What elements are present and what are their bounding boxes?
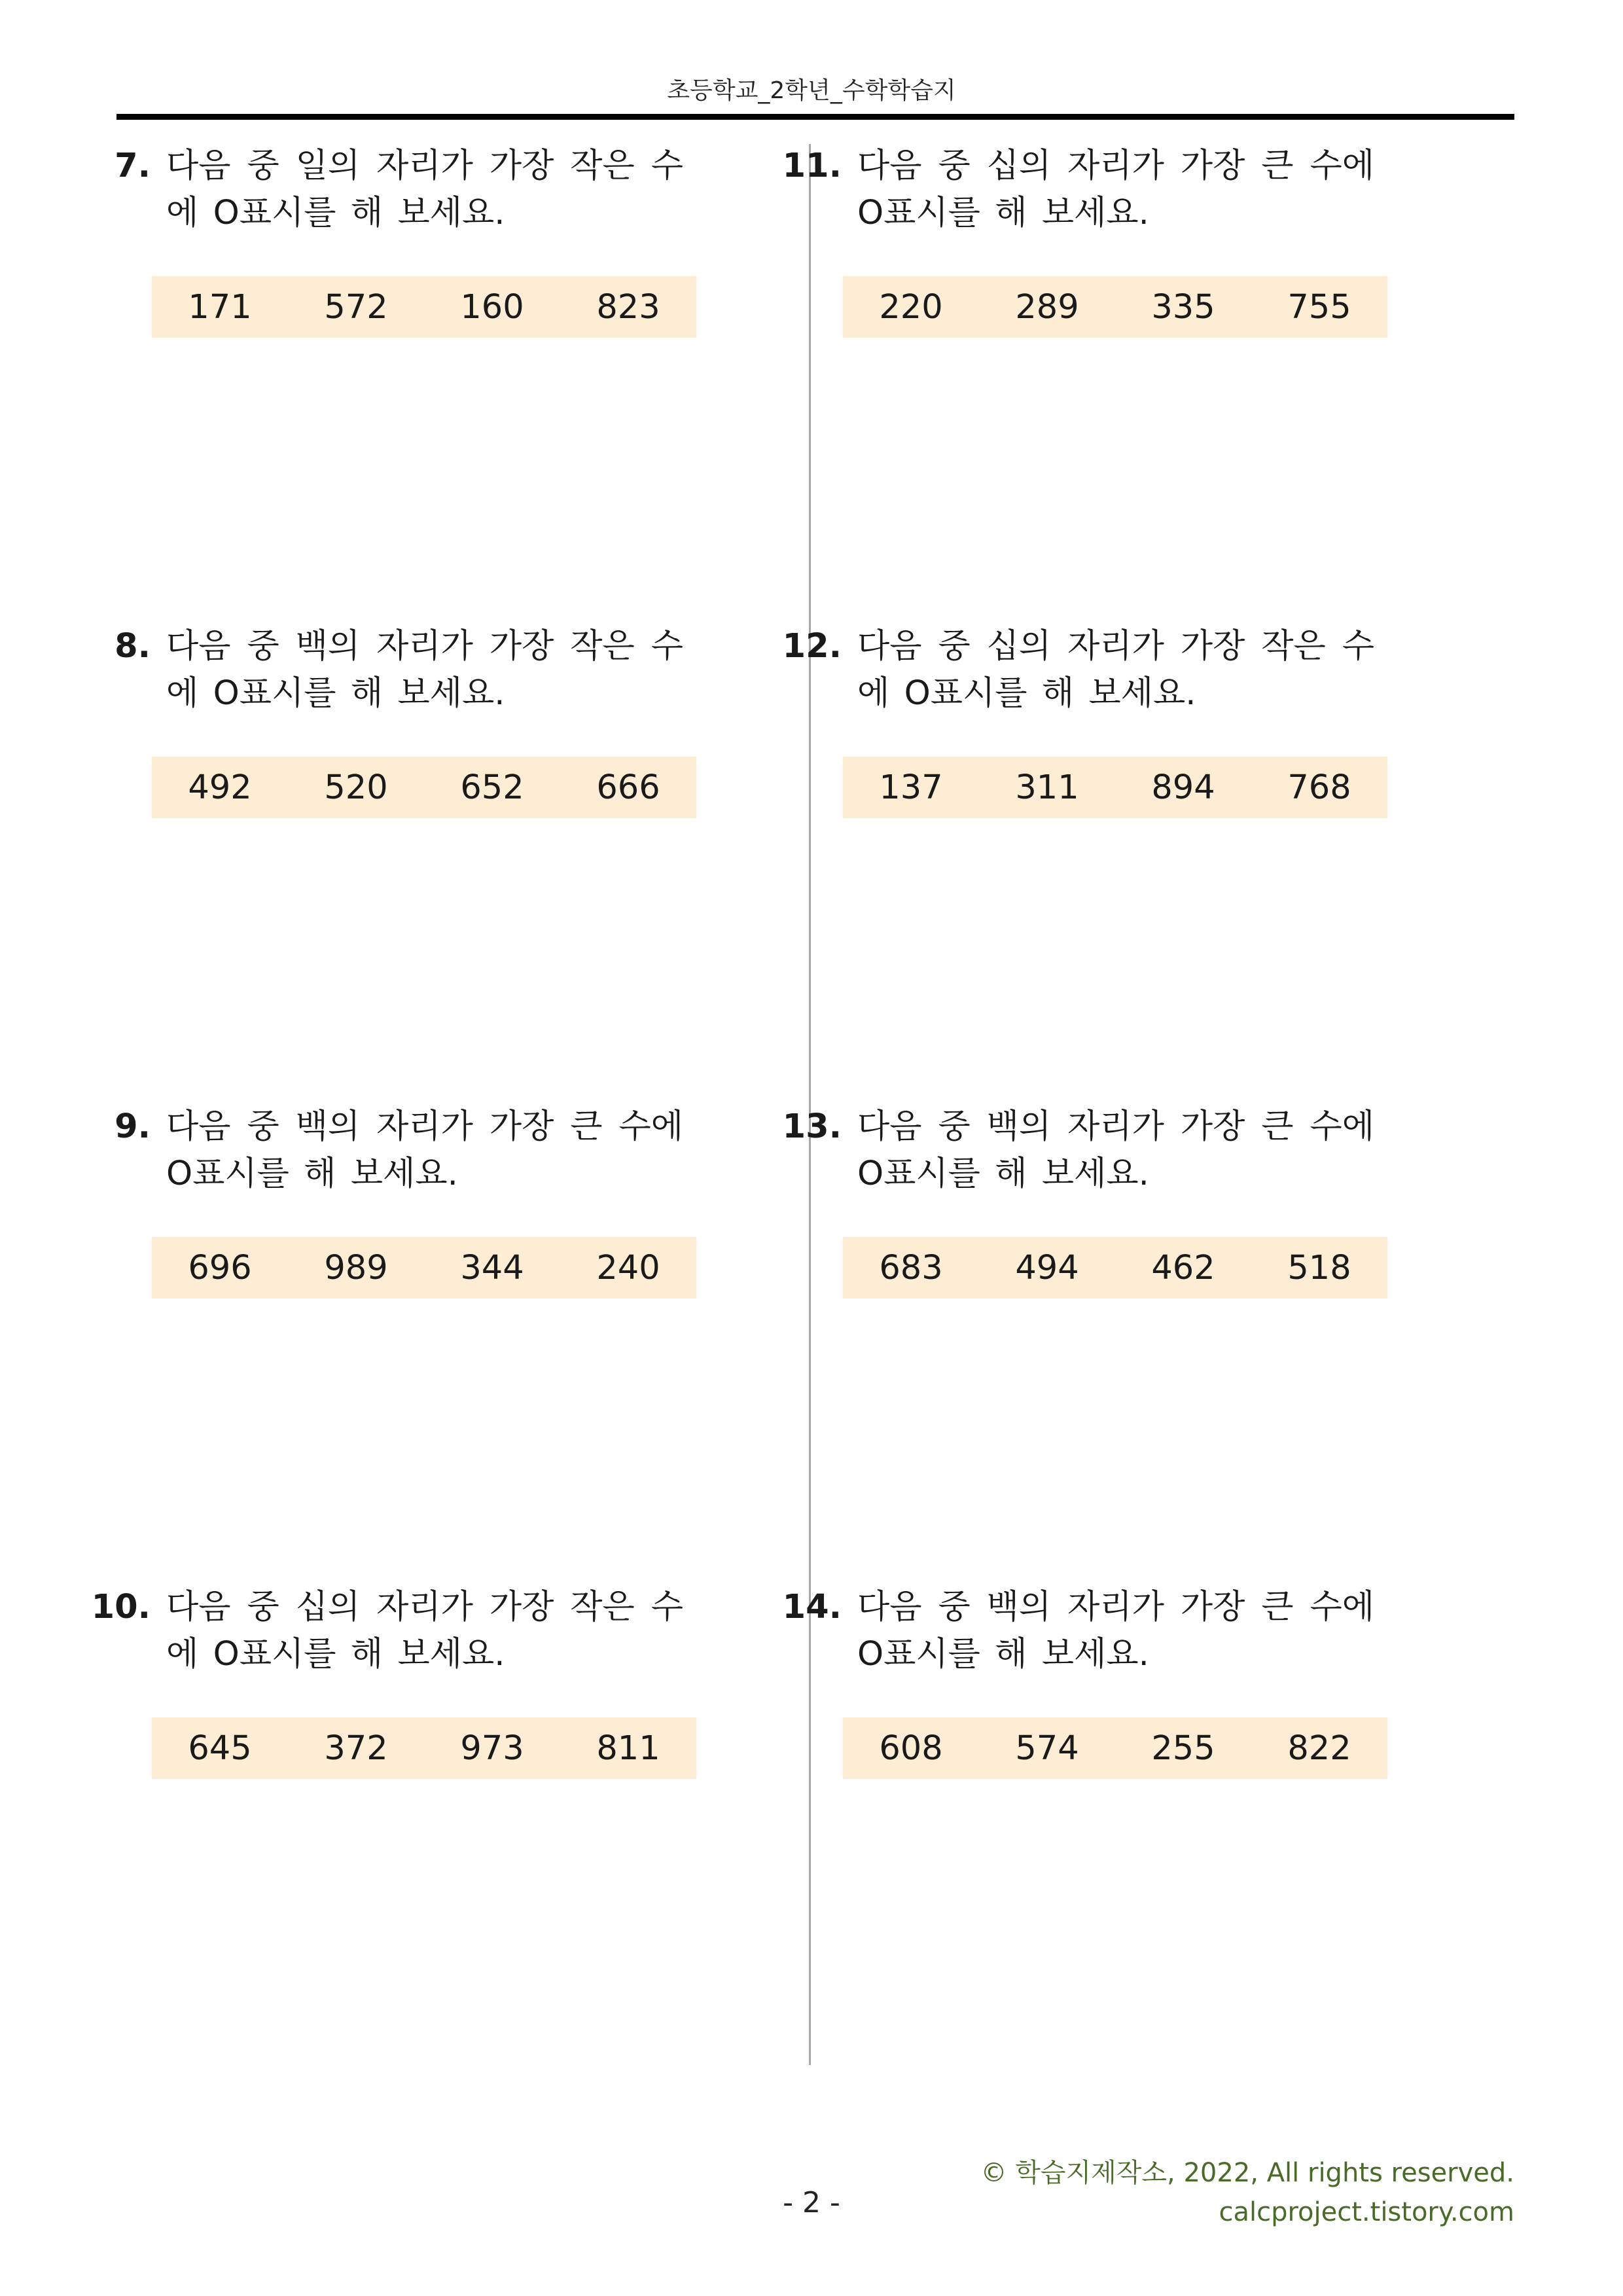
problem-text: 다음 중 일의 자리가 가장 작은 수에 O표시를 해 보세요. [166,147,683,232]
problem-text: 다음 중 백의 자리가 가장 작은 수에 O표시를 해 보세요. [166,627,683,713]
choice-number[interactable]: 822 [1287,1729,1351,1768]
choice-number[interactable]: 608 [879,1729,943,1768]
choice-number[interactable]: 240 [596,1248,660,1287]
problem-text: 다음 중 백의 자리가 가장 큰 수에 O표시를 해 보세요. [166,1107,683,1193]
copyright-text: © 학습지제작소, 2022, All rights reserved. [980,2158,1514,2188]
problem-10 [46,1584,713,1800]
choice-number[interactable]: 160 [460,287,524,327]
problem-12 [737,623,1404,839]
problem-9 [46,1103,713,1319]
header-rule [116,114,1514,120]
choice-number[interactable]: 137 [879,768,943,807]
choice-number[interactable]: 652 [460,768,524,807]
problem-8 [46,623,713,839]
problem-text: 다음 중 십의 자리가 가장 작은 수에 O표시를 해 보세요. [857,627,1374,713]
choice-number[interactable]: 645 [188,1729,252,1768]
choice-number[interactable]: 372 [324,1729,388,1768]
choice-box [152,1717,696,1779]
choice-number[interactable]: 696 [188,1248,252,1287]
choice-number[interactable]: 811 [596,1729,660,1768]
footer [980,2153,1514,2232]
choice-number[interactable]: 289 [1015,287,1079,327]
problem-number: 13. [782,1107,842,1146]
choice-box [152,276,696,338]
choice-number[interactable]: 973 [460,1729,524,1768]
choice-number[interactable]: 494 [1015,1248,1079,1287]
choice-number[interactable]: 768 [1287,768,1351,807]
problem-number: 7. [115,147,151,185]
problem-number: 14. [782,1588,842,1626]
choice-number[interactable]: 989 [324,1248,388,1287]
choice-number[interactable]: 171 [188,287,252,327]
problem-text: 다음 중 십의 자리가 가장 큰 수에 O표시를 해 보세요. [857,147,1374,232]
choice-box [843,757,1387,818]
problem-text: 다음 중 백의 자리가 가장 큰 수에 O표시를 해 보세요. [857,1588,1374,1674]
problem-number: 9. [115,1107,151,1146]
choice-number[interactable]: 574 [1015,1729,1079,1768]
problem-number: 11. [782,147,842,185]
site-url[interactable]: calcproject.tistory.com [1219,2197,1514,2227]
header-title: 초등학교_2학년_수학학습지 [667,77,956,104]
choice-box [152,1237,696,1299]
choice-number[interactable]: 220 [879,287,943,327]
problem-number: 8. [115,627,151,666]
problem-7 [46,143,713,359]
choice-box [843,1237,1387,1299]
choice-number[interactable]: 823 [596,287,660,327]
choice-number[interactable]: 572 [324,287,388,327]
problem-number: 10. [91,1588,151,1626]
choice-number[interactable]: 518 [1287,1248,1351,1287]
choice-number[interactable]: 255 [1151,1729,1215,1768]
choice-box [843,1717,1387,1779]
problem-11 [737,143,1404,359]
choice-number[interactable]: 520 [324,768,388,807]
problem-number: 12. [782,627,842,666]
page-number: - 2 - [783,2186,840,2219]
choice-number[interactable]: 492 [188,768,252,807]
problem-text: 다음 중 백의 자리가 가장 큰 수에 O표시를 해 보세요. [857,1107,1374,1193]
choice-number[interactable]: 335 [1151,287,1215,327]
problem-text: 다음 중 십의 자리가 가장 작은 수에 O표시를 해 보세요. [166,1588,683,1674]
choice-number[interactable]: 894 [1151,768,1215,807]
choice-number[interactable]: 666 [596,768,660,807]
choice-number[interactable]: 311 [1015,768,1079,807]
choice-box [843,276,1387,338]
choice-box [152,757,696,818]
choice-number[interactable]: 755 [1287,287,1351,327]
choice-number[interactable]: 344 [460,1248,524,1287]
choice-number[interactable]: 683 [879,1248,943,1287]
problem-14 [737,1584,1404,1800]
choice-number[interactable]: 462 [1151,1248,1215,1287]
problem-13 [737,1103,1404,1319]
